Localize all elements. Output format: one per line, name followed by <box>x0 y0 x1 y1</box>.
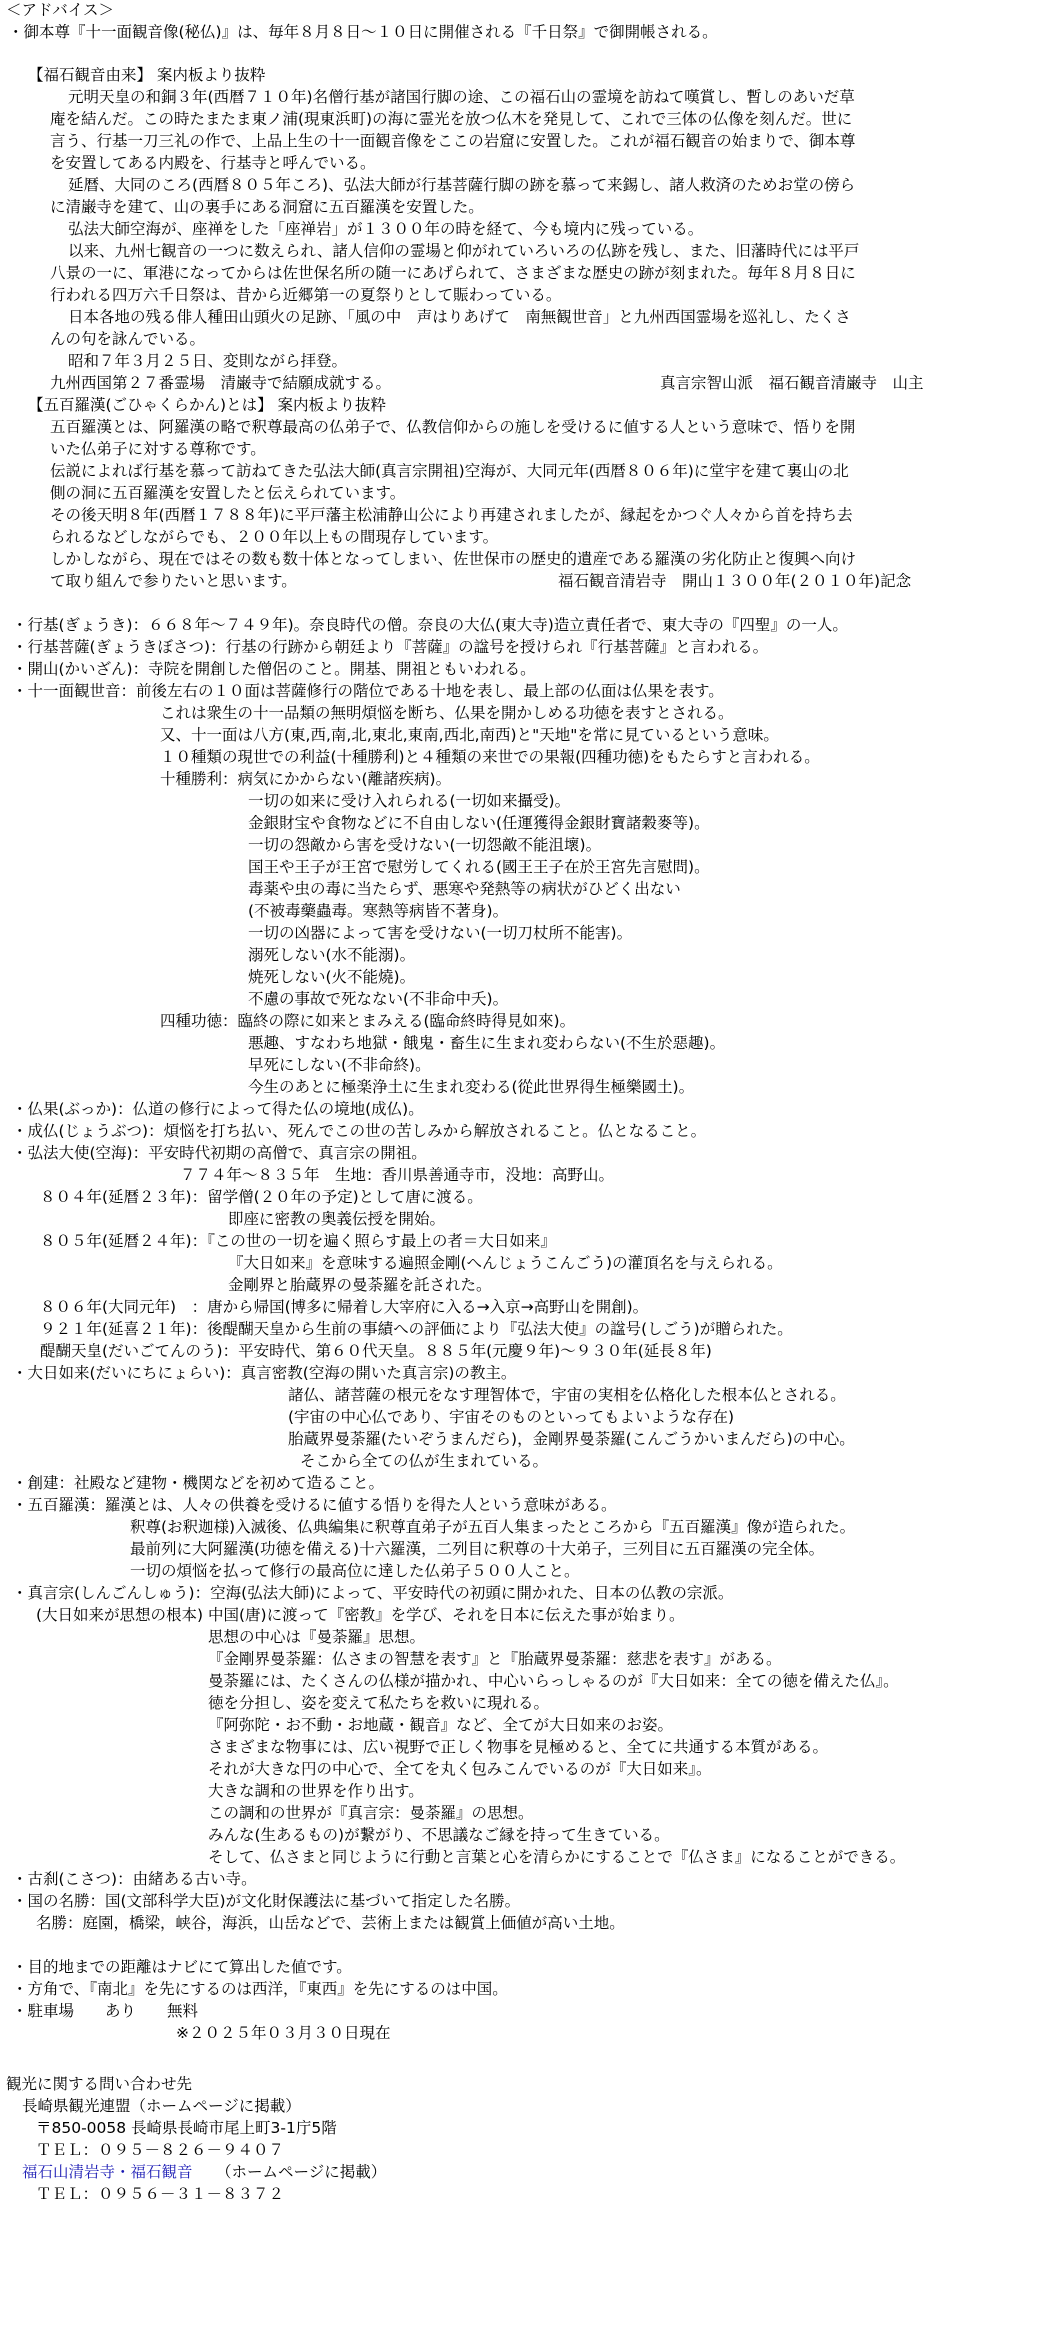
text-line: ・駐車場 あり 無料 <box>12 2002 199 2020</box>
text-line: ・目的地までの距離はナビにて算出した値です。 <box>12 1958 352 1976</box>
text-line: 一切の煩悩を払って修行の最高位に達した仏弟子５００人こと。 <box>130 1562 580 1580</box>
text-line: 言う、行基一刀三礼の作で、上品上生の十一面観音像をここの岩窟に安置した。これが福石観音の始まりで、御本尊 <box>50 132 856 150</box>
text-line: ８０６年(大同元年) ：唐から帰国(博多に帰着し大宰府に入る→入京→高野山を開創)。 <box>40 1298 649 1316</box>
text-line: ・古刹(こさつ)：由緒ある古い寺。 <box>12 1870 257 1888</box>
text-line: 【五百羅漢(ごひゃくらかん)とは】 案内板より抜粋 <box>28 396 387 414</box>
text-line: ・弘法大使(空海)：平安時代初期の高僧で、真言宗の開祖。 <box>12 1144 427 1162</box>
text-line: ・方角で、『南北』を先にするのは西洋，『東西』を先にするのは中国。 <box>12 1980 508 1998</box>
text-line: 福石観音清岩寺 開山１３００年(２０１０年)記念 <box>558 572 912 590</box>
text-line: そこから全ての仏が生まれている。 <box>300 1452 549 1470</box>
text-line: ・創建：社殿など建物・機関などを初めて造ること。 <box>12 1474 385 1492</box>
text-line: 中国(唐)に渡って『密教』を学び、それを日本に伝えた事が始まり。 <box>208 1606 685 1624</box>
text-line: みんな(生あるもの)が繋がり、不思議なご縁を持って生きている。 <box>208 1826 670 1844</box>
text-line: 悪趣、すなわち地獄・餓鬼・畜生に生まれ変わらない(不生於惡趣)。 <box>248 1034 726 1052</box>
text-line: ・五百羅漢：羅漢とは、人々の供養を受けるに値する悟りを得た人という意味がある。 <box>12 1496 617 1514</box>
text-line: ・仏果(ぶっか)：仏道の修行によって得た仏の境地(成仏)。 <box>12 1100 424 1118</box>
text-line: ・行基(ぎょうき)：６６８年～７４９年)。奈良時代の僧。奈良の大仏(東大寺)造立責任者で、東大寺の『四聖』の一人。 <box>12 616 848 634</box>
text-line: 八景の一に、軍港になってからは佐世保名所の随一にあげられて、さまざまな歴史の跡が刻まれた。毎年８月８日に <box>50 264 856 282</box>
text-line: ＴＥＬ：０９５６－３１－８３７２ <box>36 2185 285 2203</box>
text-line: それが大きな円の中心で、全てを丸く包みこんでいるのが『大日如来』。 <box>208 1760 712 1778</box>
text-line: 曼荼羅には、たくさんの仏様が描かれ、中心いらっしゃるのが『大日如来：全ての徳を備えた仏』。 <box>208 1672 899 1690</box>
text-line: ９２１年(延喜２１年)：後醍醐天皇から生前の事績への評価により『弘法大使』の諡号(しごう)が贈られた。 <box>40 1320 793 1338</box>
text-line: 庵を結んだ。この時たまたま東ノ浦(現東浜町)の海に霊光を放つ仏木を発見して、これで三体の仏像を刻んだ。世に <box>50 110 853 128</box>
text-line: ・国の名勝：国(文部科学大臣)が文化財保護法に基づいて指定した名勝。 <box>12 1892 521 1910</box>
text-line: しかしながら、現在ではその数も数十体となってしまい、佐世保市の歴史的遺産である羅漢の劣化防止と復興へ向け <box>50 550 857 568</box>
text-line: さまざまな物事には、広い視野で正しく物事を見極めると、全てに共通する本質がある。 <box>208 1738 829 1756</box>
text-line: 不慮の事故で死なない(不非命中夭)。 <box>248 990 509 1008</box>
text-line: 〒850-0058 長崎県長崎市尾上町3-1庁5階 <box>36 2119 337 2137</box>
text-line: １０種類の現世での利益(十種勝利)と４種類の来世での果報(四種功徳)をもたらすと言われる。 <box>160 748 820 766</box>
text-line: 今生のあとに極楽浄土に生まれ変わる(從此世界得生極樂國土)。 <box>248 1078 695 1096</box>
text-line: 長崎県観光連盟（ホームページに掲載） <box>22 2097 301 2115</box>
text-line: 一切の凶器によって害を受けない(一切刀杖所不能害)。 <box>248 924 633 942</box>
text-line: 一切の如来に受け入れられる(一切如来攝受)。 <box>248 792 571 810</box>
text-line: その後天明８年(西暦１７８８年)に平戸藩主松浦静山公により再建されましたが、縁起をかつぐ人々から首を持ち去 <box>50 506 853 524</box>
text-line: 溺死しない(水不能溺)。 <box>248 946 416 964</box>
text-line: 一切の怨敵から害を受けない(一切怨敵不能沮壞)。 <box>248 836 602 854</box>
text-line: 元明天皇の和銅３年(西暦７１０年)名僧行基が諸国行脚の途、この福石山の霊境を訪ねて嘆賞し、暫しのあいだ草 <box>68 88 855 106</box>
text-line: 『大日如来』を意味する遍照金剛(へんじょうこんごう)の灌頂名を与えられる。 <box>228 1254 783 1272</box>
text-line: 延暦、大同のころ(西暦８０５年ころ)、弘法大師が行基菩薩行脚の跡を慕って来錫し、諸人救済のためお堂の傍ら <box>68 176 856 194</box>
text-line: 大きな調和の世界を作り出す。 <box>208 1782 424 1800</box>
text-line: ・成仏(じょうぶつ)：煩悩を打ち払い、死んでこの世の苦しみから解放されること。仏となること。 <box>12 1122 707 1140</box>
text-line: 『金剛界曼荼羅：仏さまの智慧を表す』と『胎蔵界曼荼羅：慈悲を表す』がある。 <box>208 1650 782 1668</box>
text-line: ・大日如来(だいにちにょらい)：真言密教(空海の開いた真言宗)の教主。 <box>12 1364 517 1382</box>
text-line: (宇宙の中心仏であり、宇宙そのものといってもよいような存在) <box>288 1408 735 1426</box>
text-line: 以来、九州七観音の一つに数えられ、諸人信仰の霊場と仰がれていろいろの仏跡を残し、また、旧藩時代には平戸 <box>68 242 860 260</box>
text-line: 五百羅漢とは、阿羅漢の略で釈尊最高の仏弟子で、仏教信仰からの施しを受けるに値する人という意味で、悟りを開 <box>50 418 856 436</box>
text-line: ・行基菩薩(ぎょうきぼさつ)：行基の行跡から朝廷より『菩薩』の諡号を授けられ『行基菩薩』と言われる。 <box>12 638 769 656</box>
text-line: 釈尊(お釈迦様)入滅後、仏典編集に釈尊直弟子が五百人集まったところから『五百羅漢』像が造られた。 <box>130 1518 856 1536</box>
text-line: 伝説によれば行基を慕って訪ねてきた弘法大師(真言宗開祖)空海が、大同元年(西暦８０６年)に堂宇を建て裏山の北 <box>50 462 849 480</box>
text-line: 諸仏、諸菩薩の根元をなす理智体で，宇宙の実相を仏格化した根本仏とされる。 <box>288 1386 846 1404</box>
text-line: 四種功徳：臨終の際に如来とまみえる(臨命終時得見如來)。 <box>160 1012 576 1030</box>
text-line: 真言宗智山派 福石観音清巌寺 山主 <box>660 374 924 392</box>
text-line: ８０５年(延暦２４年)：『この世の一切を遍く照らす最上の者＝大日如来』 <box>40 1232 556 1250</box>
text-line: ８０４年(延暦２３年)：留学僧(２０年の予定)として唐に渡る。 <box>40 1188 483 1206</box>
text-line: 弘法大師空海が、座禅をした「座禅岩」が１３００年の時を経て、今も境内に残っている。 <box>68 220 704 238</box>
text-line: 即座に密教の奥義伝授を開始。 <box>228 1210 446 1228</box>
temple-link[interactable]: 福石山清岩寺・福石観音 <box>22 2163 193 2181</box>
text-line: ※２０２５年０３月３０日現在 <box>176 2024 391 2042</box>
text-line: 思想の中心は『曼荼羅』思想。 <box>208 1628 426 1646</box>
text-line: 焼死しない(火不能燒)。 <box>248 968 416 986</box>
text-line: に清巌寺を建て、山の裏手にある洞窟に五百羅漢を安置した。 <box>50 198 484 216</box>
text-line: 『阿弥陀・お不動・お地蔵・観音』など、全てが大日如来のお姿。 <box>208 1716 674 1734</box>
text-line: 十種勝利：病気にかからない(離諸疾病)。 <box>160 770 452 788</box>
text-line: ＴＥＬ：０９５－８２６－９４０７ <box>36 2141 285 2159</box>
text-line: (不被毒藥蟲毒。寒熱等病皆不著身)。 <box>248 902 509 920</box>
text-line: (大日如来が思想の根本) <box>36 1606 204 1624</box>
text-line: ・真言宗(しんごんしゅう)：空海(弘法大師)によって、平安時代の初頭に開かれた、日本の仏教の宗派。 <box>12 1584 734 1602</box>
text-line: 観光に関する問い合わせ先 <box>6 2075 193 2093</box>
advice-title: ＜アドバイス＞ <box>6 1 115 19</box>
text-line: 早死にしない(不非命終)。 <box>248 1056 431 1074</box>
text-line: いた仏弟子に対する尊称です。 <box>50 440 266 458</box>
text-line: 胎蔵界曼荼羅(たいぞうまんだら)，金剛界曼荼羅(こんごうかいまんだら)の中心。 <box>288 1430 855 1448</box>
text-line: 九州西国第２７番霊場 清巌寺で結願成就する。 <box>50 374 392 392</box>
text-line: んの句を詠んでいる。 <box>50 330 206 348</box>
text-line: 側の洞に五百羅漢を安置したと伝えられています。 <box>50 484 406 502</box>
text-line: これは衆生の十一品類の無明煩悩を断ち、仏果を開かしめる功徳を表すとされる。 <box>160 704 734 722</box>
text-line: を安置してある内殿を、行基寺と呼んでいる。 <box>50 154 376 172</box>
text-line: 昭和７年３月２５日、変則ながら拝登。 <box>68 352 348 370</box>
text-line: 【福石観音由来】 案内板より抜粋 <box>28 66 266 84</box>
text-line: 又、十一面は八方(東,西,南,北,東北,東南,西北,南西)と"天地"を常に見ているという意味。 <box>160 726 779 744</box>
text-line: 国王や王子が王宮で慰労してくれる(國王王子在於王宮先言慰問)。 <box>248 858 710 876</box>
text-line: この調和の世界が『真言宗：曼荼羅』の思想。 <box>208 1804 534 1822</box>
text-line: 毒薬や虫の毒に当たらず、悪寒や発熱等の病状がひどく出ない <box>248 880 681 898</box>
text-line: 金銀財宝や食物などに不自由しない(任運獲得金銀財寶諸穀麥等)。 <box>248 814 710 832</box>
text-line: 金剛界と胎蔵界の曼荼羅を託された。 <box>228 1276 492 1294</box>
text-line: ・御本尊『十一面観音像(秘仏)』は、毎年８月８日～１０日に開催される『千日祭』で御開帳される。 <box>8 23 718 41</box>
text-line: ７７４年～８３５年 生地：香川県善通寺市，没地：高野山。 <box>180 1166 615 1184</box>
text-line: ・開山(かいざん)：寺院を開創した僧侶のこと。開基、開祖ともいわれる。 <box>12 660 536 678</box>
text-line: 徳を分担し、姿を変えて私たちを救いに現れる。 <box>208 1694 550 1712</box>
text-line: 行われる四万六千日祭は、昔から近郷第一の夏祭りとして賑わっている。 <box>50 286 562 304</box>
text-line: て取り組んで参りたいと思います。 <box>50 572 297 590</box>
text-line: られるなどしながらでも、２００年以上もの間現存しています。 <box>50 528 499 546</box>
text-line: そして、仏さまと同じように行動と言葉と心を清らかにすることで『仏さま』になることができる。 <box>208 1848 906 1866</box>
text-line: 日本各地の残る俳人種田山頭火の足跡、「風の中 声はりあげて 南無観世音」と九州西国霊場を巡礼し、たくさ <box>68 308 851 326</box>
text-line: 最前列に大阿羅漢(功徳を備える)十六羅漢，二列目に釈尊の十大弟子，三列目に五百羅漢の完全体。 <box>130 1540 825 1558</box>
text-line: 名勝：庭園，橋梁，峡谷，海浜，山岳などで、芸術上または観賞上価値が高い土地。 <box>36 1914 625 1932</box>
text-line: ・十一面観世音：前後左右の１０面は菩薩修行の階位である十地を表し、最上部の仏面は仏果を表す。 <box>12 682 724 700</box>
text-line: （ホームページに掲載） <box>216 2163 387 2181</box>
text-line: 醍醐天皇(だいごてんのう)：平安時代、第６０代天皇。８８５年(元慶９年)～９３０年(延長８年) <box>40 1342 712 1360</box>
